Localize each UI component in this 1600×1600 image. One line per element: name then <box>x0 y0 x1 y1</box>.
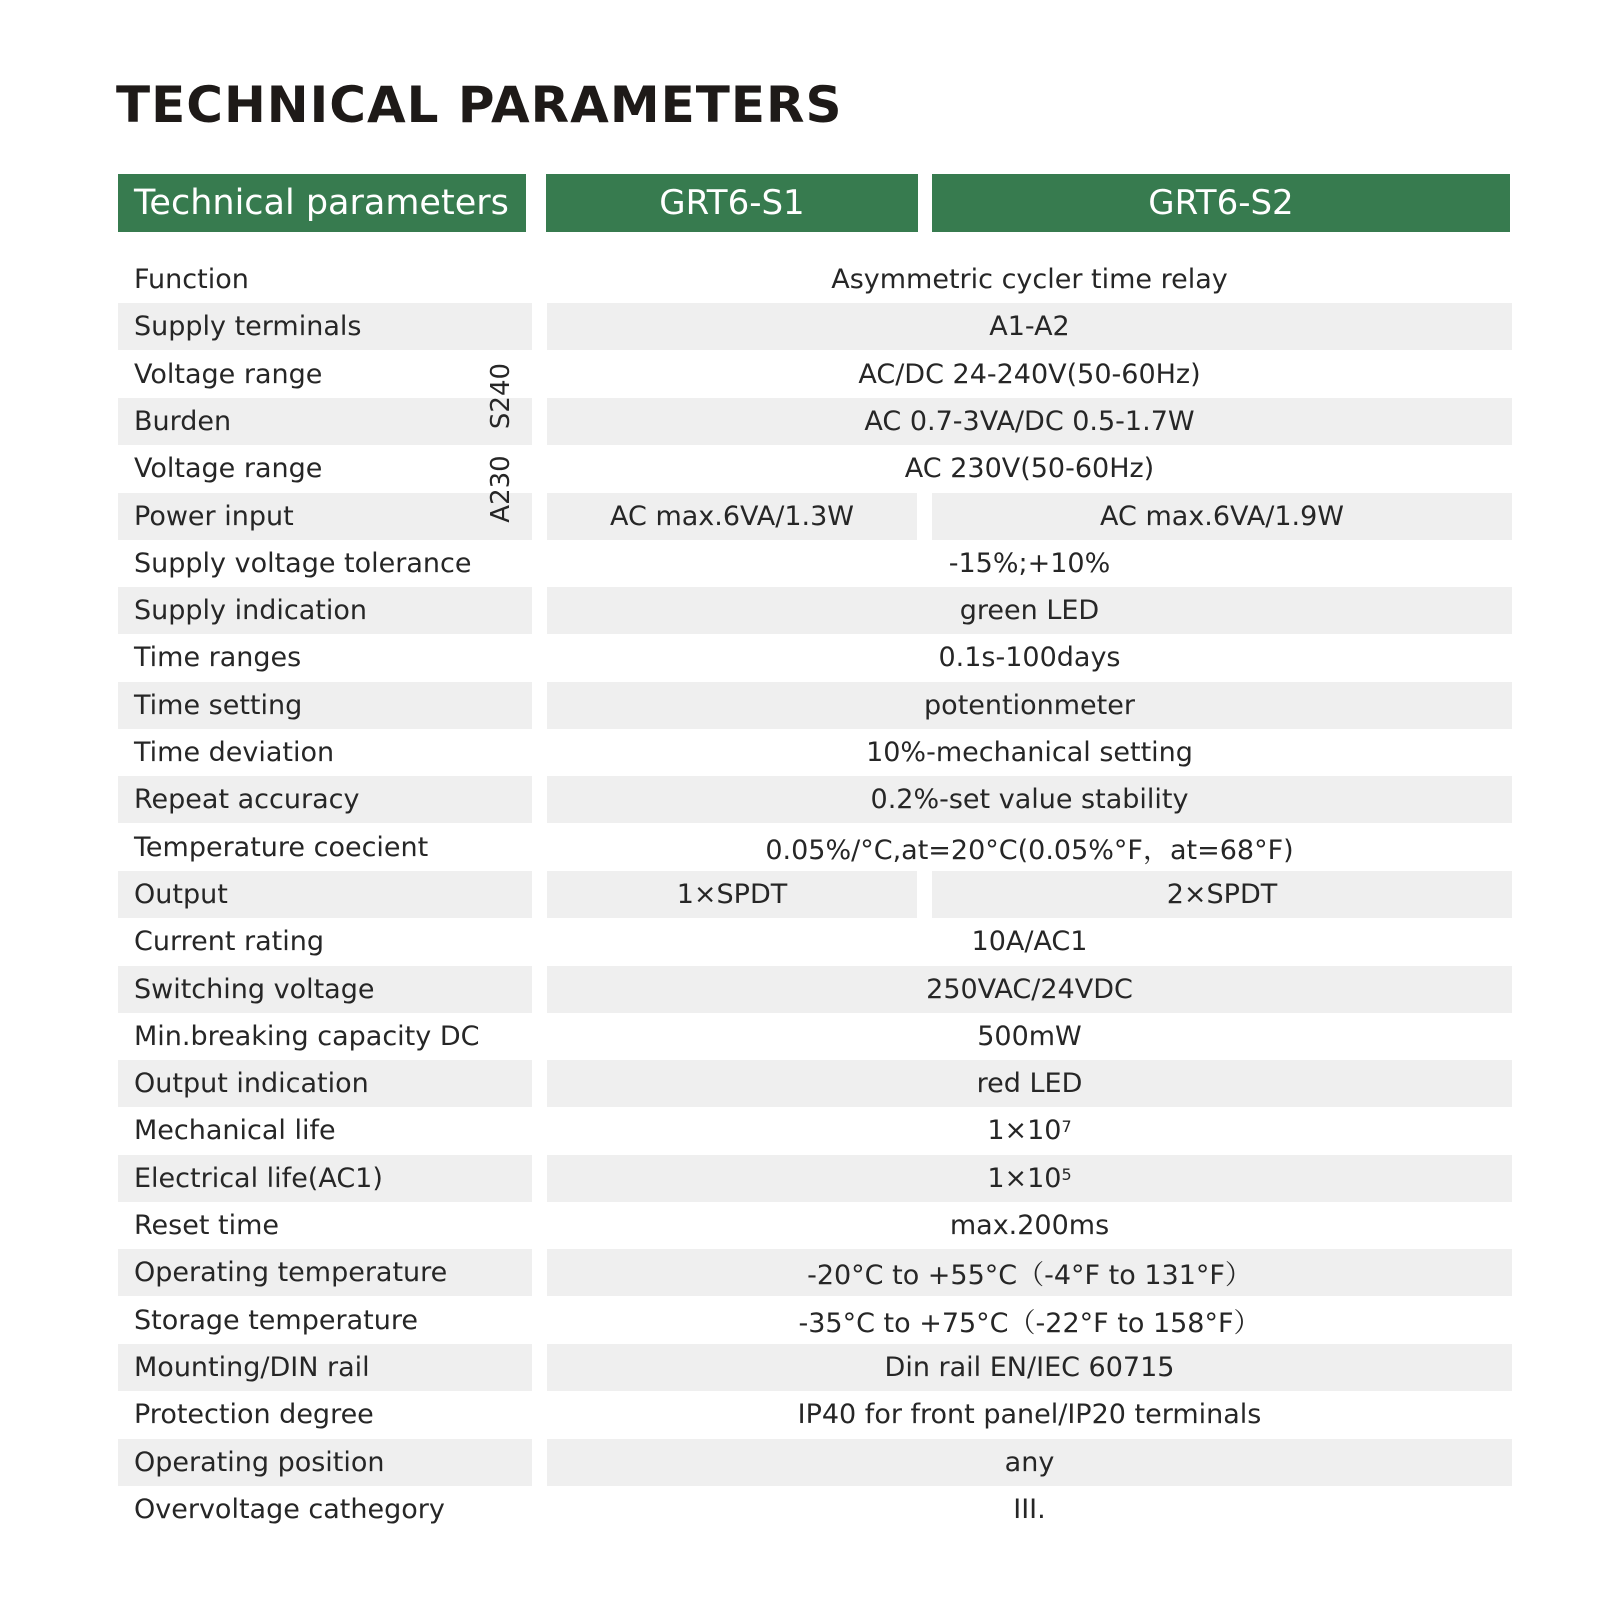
value-shared <box>547 398 1512 445</box>
value-shared <box>547 682 1512 729</box>
parameter-name: Voltage range <box>134 453 323 484</box>
value-text: potentionmeter <box>924 690 1135 721</box>
value-shared <box>547 776 1512 823</box>
table-row <box>0 1344 1600 1391</box>
header-grt6-s1: GRT6-S1 <box>546 174 918 232</box>
value-text: -35°C to +75°C（-22°F to 158°F） <box>798 1308 1261 1339</box>
table-row <box>0 540 1600 587</box>
table-row <box>0 824 1600 871</box>
value-grt6-s2: AC max.6VA/1.9W <box>932 493 1512 540</box>
value-text: Din rail EN/IEC 60715 <box>884 1352 1175 1383</box>
table-row <box>0 682 1600 729</box>
value-text: AC 230V(50-60Hz) <box>904 453 1155 484</box>
table-row <box>0 1107 1600 1154</box>
value-exponent: 7 <box>1061 1117 1072 1136</box>
value-text: III. <box>1013 1494 1046 1525</box>
parameter-name: Reset time <box>134 1210 280 1241</box>
parameter-name: Power input <box>118 493 532 540</box>
value-text: Asymmetric cycler time relay <box>831 264 1228 295</box>
value-shared <box>547 351 1512 398</box>
parameter-name: Mounting/DIN rail <box>118 1344 532 1391</box>
value-text: -20°C to +55°C（-4°F to 131°F） <box>807 1260 1252 1291</box>
parameter-name: Burden <box>118 398 532 445</box>
parameter-name: Voltage range <box>134 359 323 390</box>
group-label-s240: S240 <box>486 362 516 430</box>
value-shared <box>547 918 1512 965</box>
table-row <box>0 398 1600 445</box>
value-text: 0.2%-set value stability <box>870 784 1189 815</box>
value-text: A1-A2 <box>989 311 1070 342</box>
value-text: 1×10 <box>987 1115 1062 1146</box>
value-shared <box>547 256 1512 303</box>
value-text: 10A/AC1 <box>971 926 1088 957</box>
value-shared <box>547 1060 1512 1107</box>
table-row <box>0 1391 1600 1438</box>
value-text: AC 0.7-3VA/DC 0.5-1.7W <box>864 406 1195 437</box>
table-row <box>0 1060 1600 1107</box>
value-grt6-s1: AC max.6VA/1.3W <box>547 493 917 540</box>
value-shared <box>547 1486 1512 1533</box>
parameter-name: Mechanical life <box>134 1115 336 1146</box>
table-row <box>0 729 1600 776</box>
parameter-name: Temperature coecient <box>134 832 429 863</box>
parameter-name: Time setting <box>118 682 532 729</box>
parameter-name: Function <box>134 264 249 295</box>
table-row <box>0 256 1600 303</box>
value-text: max.200ms <box>949 1210 1110 1241</box>
value-shared <box>547 729 1512 776</box>
table-row <box>0 445 1600 492</box>
table-row <box>0 1486 1600 1533</box>
parameter-name: Time deviation <box>134 737 335 768</box>
table-row <box>0 1155 1600 1202</box>
value-text: 500mW <box>977 1021 1082 1052</box>
value-shared <box>547 587 1512 634</box>
parameter-name: Operating temperature <box>118 1249 532 1296</box>
parameter-name: Supply indication <box>118 587 532 634</box>
value-shared <box>547 1344 1512 1391</box>
value-shared <box>547 966 1512 1013</box>
value-text: any <box>1004 1447 1055 1478</box>
value-shared <box>547 540 1512 587</box>
value-text: red LED <box>976 1068 1083 1099</box>
parameter-name: Electrical life(AC1) <box>118 1155 532 1202</box>
table-row <box>0 776 1600 823</box>
value-shared <box>547 1013 1512 1060</box>
page-title: TECHNICAL PARAMETERS <box>116 76 843 134</box>
parameter-name: Current rating <box>134 926 324 957</box>
value-text: 10%-mechanical setting <box>866 737 1193 768</box>
table-row <box>0 303 1600 350</box>
value-shared <box>547 1439 1512 1486</box>
parameter-name: Operating position <box>118 1439 532 1486</box>
table-row <box>0 1249 1600 1296</box>
parameter-name: Switching voltage <box>118 966 532 1013</box>
value-shared <box>547 1202 1512 1249</box>
table-row <box>0 1013 1600 1060</box>
value-text: 0.05%/°C,at=20°C(0.05%°F，at=68°F) <box>765 835 1294 866</box>
value-grt6-s1: 1×SPDT <box>547 871 917 918</box>
value-text: green LED <box>959 595 1100 626</box>
table-row <box>0 918 1600 965</box>
parameter-name: Supply voltage tolerance <box>134 548 472 579</box>
parameter-name: Protection degree <box>134 1399 374 1430</box>
parameter-name: Repeat accuracy <box>118 776 532 823</box>
value-text: -15%;+10% <box>948 548 1111 579</box>
value-shared <box>547 1249 1512 1296</box>
value-shared <box>547 1297 1512 1344</box>
group-label-a230: A230 <box>486 455 516 523</box>
value-text: AC/DC 24-240V(50-60Hz) <box>858 359 1201 390</box>
table-row <box>0 1297 1600 1344</box>
parameter-name: Output <box>118 871 532 918</box>
parameter-name: Supply terminals <box>118 303 532 350</box>
value-text: 250VAC/24VDC <box>926 974 1133 1005</box>
table-row <box>0 351 1600 398</box>
table-row <box>0 587 1600 634</box>
value-text: IP40 for front panel/IP20 terminals <box>797 1399 1262 1430</box>
value-shared <box>547 824 1512 871</box>
value-shared <box>547 445 1512 492</box>
table-row <box>0 871 1600 918</box>
value-text: 0.1s-100days <box>938 642 1121 673</box>
table-row <box>0 493 1600 540</box>
table-row <box>0 1439 1600 1486</box>
parameter-name: Storage temperature <box>134 1305 418 1336</box>
value-shared <box>547 1107 1512 1154</box>
table-row <box>0 966 1600 1013</box>
table-row <box>0 1202 1600 1249</box>
value-shared <box>547 634 1512 681</box>
header-grt6-s2: GRT6-S2 <box>932 174 1510 232</box>
value-shared <box>547 1391 1512 1438</box>
value-text: 1×10 <box>987 1163 1062 1194</box>
parameter-name: Overvoltage cathegory <box>134 1494 445 1525</box>
value-grt6-s2: 2×SPDT <box>932 871 1512 918</box>
value-exponent: 5 <box>1061 1165 1072 1184</box>
table-row <box>0 634 1600 681</box>
value-shared <box>547 1155 1512 1202</box>
value-shared <box>547 303 1512 350</box>
parameter-name: Time ranges <box>134 642 302 673</box>
parameter-name: Min.breaking capacity DC <box>134 1021 480 1052</box>
parameter-name: Output indication <box>118 1060 532 1107</box>
header-technical-parameters: Technical parameters <box>118 174 526 232</box>
